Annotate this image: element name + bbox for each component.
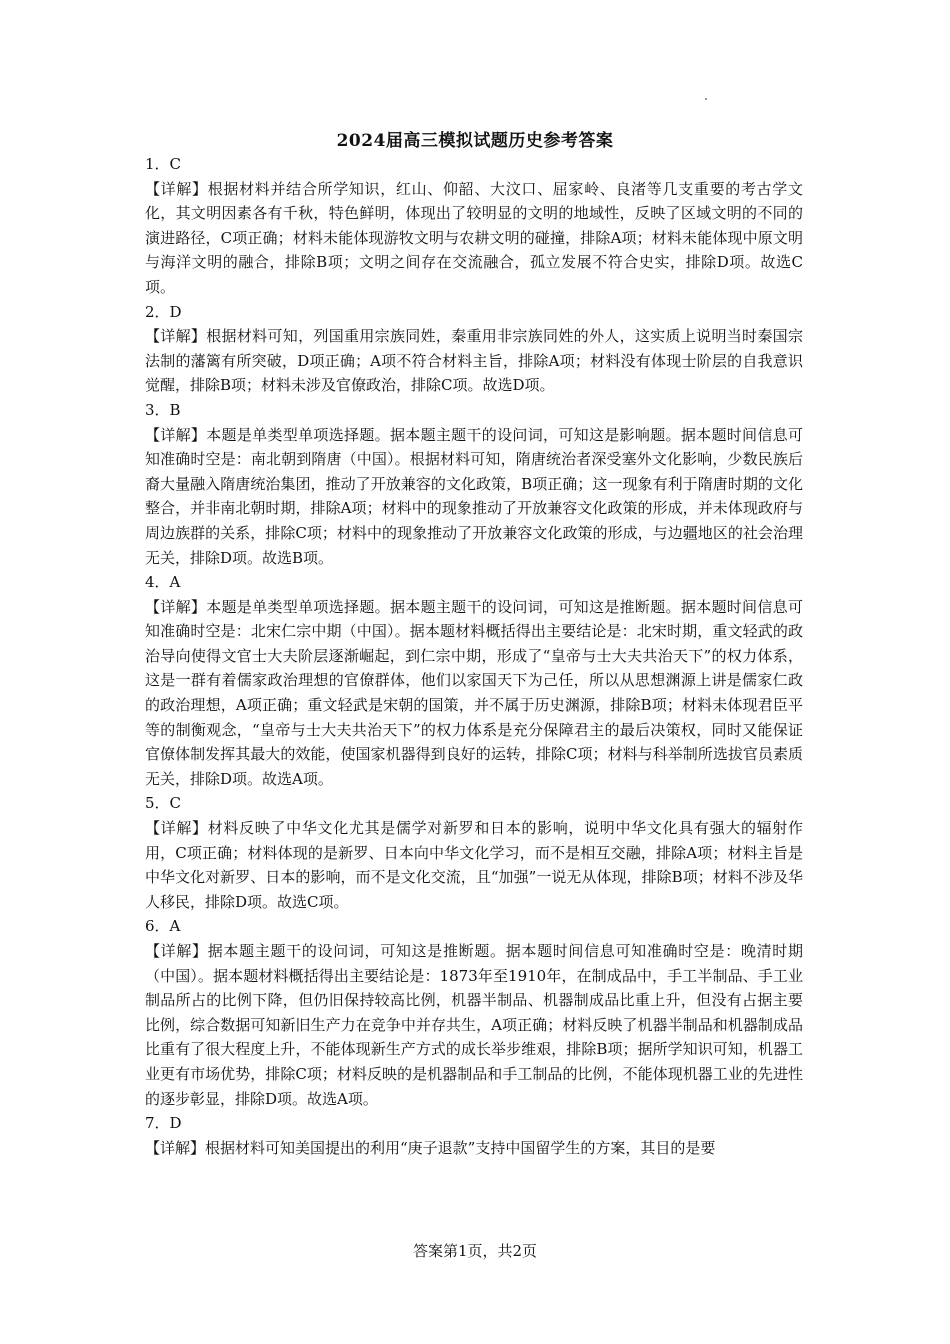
answer-detail: 【详解】根据材料可知，列国重用宗族同姓，秦重用非宗族同姓的外人，这实质上说明当时秦国宗法制的藩篱有所突破，D项正确；A项不符合材料主旨，排除A项；材料没有体现士阶层的自我意识觉醒，排除B项；材料未涉及官僚政治，排除C项。故选D项。 (145, 327, 803, 395)
question-number: 2．D (145, 302, 182, 321)
question-number: 6．A (145, 917, 181, 936)
question-number: 1．C (145, 155, 182, 173)
question-number: 5．C (145, 794, 182, 813)
page-footer: 答案第1页，共2页 (412, 1242, 538, 1260)
answer-item (145, 398, 803, 570)
scan-mark (705, 98, 707, 100)
question-number: 4．A (145, 573, 181, 592)
answer-detail: 【详解】根据材料并结合所学知识，红山、仰韶、大汶口、屈家岭、良渚等几支重要的考古学文化，其文明因素各有千秋，特色鲜明，体现出了较明显的文明的地域性，反映了区域文明的不同的演进路径，C项正确；材料未能体现游牧文明与农耕文明的碰撞，排除A项；材料未能体现中原文明与海洋文明的融合，排除B项；文明之间存在交流融合，孤立发展不符合史实，排除D项。故选C项。 (145, 179, 803, 296)
answer-detail: 【详解】根据材料可知美国提出的利用“庚子退款”支持中国留学生的方案，其目的是要 (145, 1138, 716, 1157)
question-number: 7．D (145, 1114, 182, 1133)
answer-detail: 【详解】本题是单类型单项选择题。据本题主题干的设问词，可知这是影响题。据本题时间信息可知准确时空是：南北朝到隋唐（中国）。根据材料可知，隋唐统治者深受塞外文化影响，少数民族后裔大量融入隋唐统治集团，推动了开放兼容的文化政策，B项正确；这一现象有利于隋唐时期的文化整合，并非南北朝时期，排除A项；材料中的现象推动了开放兼容文化政策的形成，并未体现政府与周边族群的关系，排除C项；材料中的现象推动了开放兼容文化政策的形成，与边疆地区的社会治理无关，排除D项。故选B项。 (145, 425, 803, 567)
answer-item (145, 914, 803, 1111)
answer-item (145, 791, 803, 914)
page-title: 2024届高三模拟试题历史参考答案 (336, 131, 614, 151)
answer-item (145, 152, 803, 300)
answer-detail: 【详解】材料反映了中华文化尤其是儒学对新罗和日本的影响，说明中华文化具有强大的辐射作用，C项正确；材料体现的是新罗、日本向中华文化学习，而不是相互交融，排除A项；材料主旨是中华文化对新罗、日本的影响，而不是文化交流，且“加强”一说无从体现，排除B项；材料不涉及华人移民，排除D项。故选C项。 (145, 819, 803, 911)
answer-item (145, 1111, 803, 1160)
answer-item (145, 570, 803, 791)
question-number: 3．B (145, 400, 181, 419)
answer-detail: 【详解】本题是单类型单项选择题。据本题主题干的设问词，可知这是推断题。据本题时间信息可知准确时空是：北宋仁宗中期（中国）。据本题材料概括得出主要结论是：北宋时期，重文轻武的政治导向使得文官士大夫阶层逐渐崛起，到仁宗中期，形成了“皇帝与士大夫共治天下”的权力体系，这是一群有着儒家政治理想的官僚群体，他们以家国天下为己任，所以从思想渊源上讲是儒家仁政的政治理想，A项正确；重文轻武是宋朝的国策，并不属于历史渊源，排除B项；材料未体现君臣平等的制衡观念，“皇帝与士大夫共治天下”的权力体系是充分保障君主的最后决策权，同时又能保证官僚体制发挥其最大的效能，使国家机器得到良好的运转，排除C项；材料与科举制所选拔官员素质无关，排除D项。故选A项。 (145, 597, 803, 788)
answer-list (145, 152, 803, 1160)
answer-item (145, 300, 803, 398)
answer-detail: 【详解】据本题主题干的设问词，可知这是推断题。据本题时间信息可知准确时空是：晚清时期（中国）。据本题材料概括得出主要结论是：1873年至1910年，在制成品中，手工半制品、手工业制品所占的比例下降，但仍旧保持较高比例，机器半制品、机器制成品比重上升，但没有占据主要比例，综合数据可知新旧生产力在竞争中并存共生，A项正确；材料反映了机器半制品和机器制成品比重有了很大程度上升，不能体现新生产方式的成长举步维艰，排除B项；据所学知识可知，机器工业更有市场优势，排除C项；材料反映的是机器制品和手工制品的比例，不能体现机器工业的先进性的逐步彰显，排除D项。故选A项。 (145, 942, 803, 1108)
